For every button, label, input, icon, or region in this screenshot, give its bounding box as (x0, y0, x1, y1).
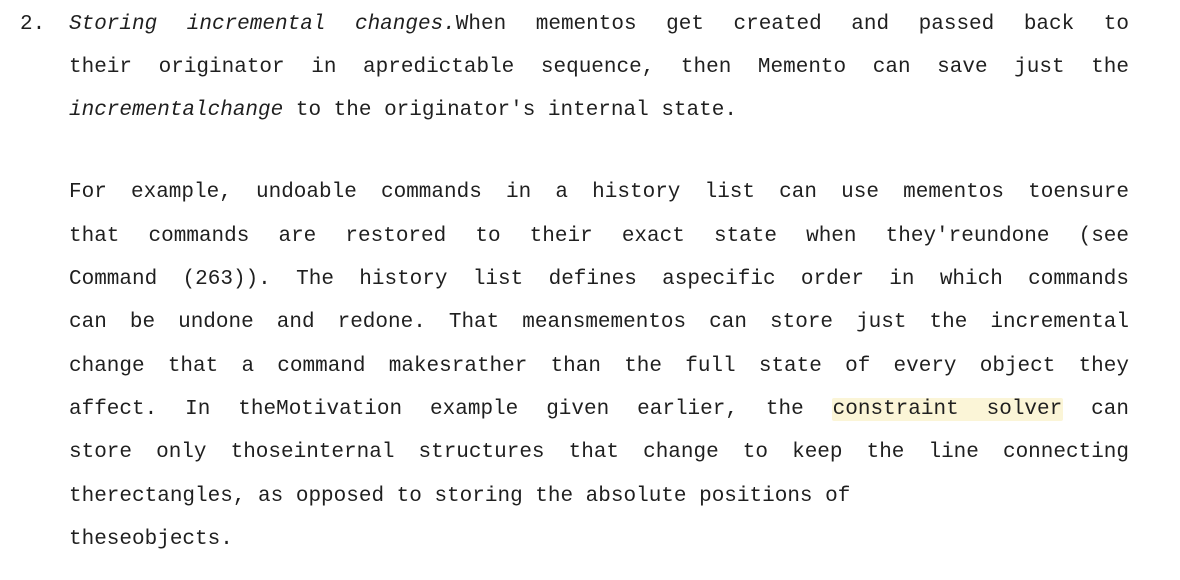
list-item-text: to the originator's internal state. (295, 99, 737, 122)
paragraph-line-9: theseobjects. (69, 528, 233, 551)
paragraph-line-7: store only thoseinternal structures that change to keep the line connecting (69, 441, 1129, 464)
list-item-line-1 (69, 9, 1129, 41)
list-item-text: When mementos get created and passed back to (455, 13, 1129, 36)
paragraph-line-2: that commands are restored to their exact state when they'reundone (see (69, 225, 1129, 248)
list-item-number: 2. (20, 13, 46, 36)
list-item-line-2: their originator in apredictable sequence, then Memento can save just the (69, 56, 1129, 79)
paragraph-line-6 (69, 394, 1129, 426)
paragraph-line-4: can be undone and redone. That meansmementos can store just the incremental (69, 311, 1129, 334)
list-item-title: Storing incremental changes. (69, 13, 456, 36)
paragraph-line-8: therectangles, as opposed to storing the absolute positions of (69, 485, 851, 508)
italic-term: incrementalchange (69, 99, 284, 122)
paragraph-line-3: Command (263)). The history list defines aspecific order in which commands (69, 268, 1129, 291)
paragraph-line-5: change that a command makesrather than the full state of every object they (69, 355, 1129, 378)
paragraph-text: can (1091, 398, 1129, 421)
list-item-line-3 (69, 95, 1129, 127)
paragraph-text: affect. In theMotivation example given earlier, the (69, 398, 804, 421)
paragraph-line-1: For example, undoable commands in a history list can use mementos toensure (69, 181, 1129, 204)
highlighted-term: constraint solver (832, 398, 1063, 421)
